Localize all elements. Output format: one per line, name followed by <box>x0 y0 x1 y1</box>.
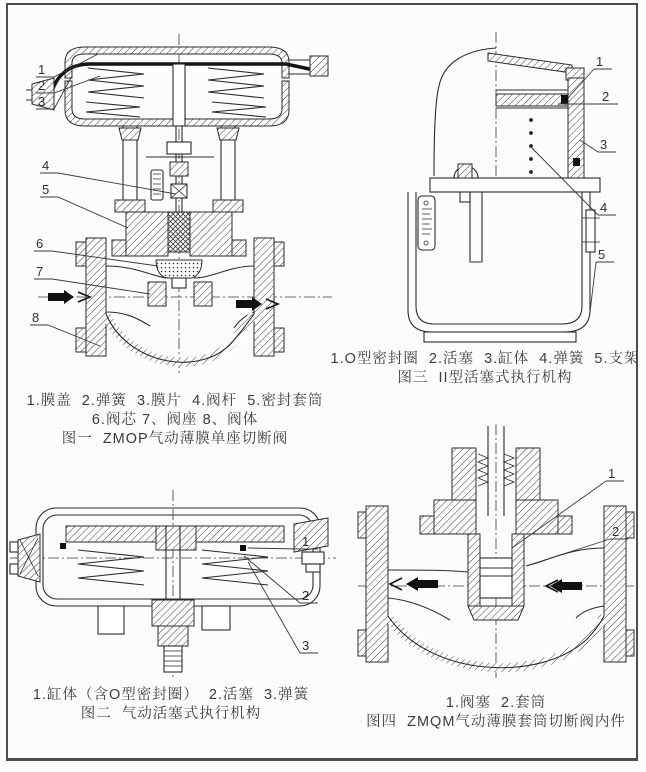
fig3-dome-outline <box>434 48 496 176</box>
fig2-threaded-tip <box>164 646 182 672</box>
fig3-spring-dot <box>529 118 533 122</box>
fig1-body-flange-right <box>254 238 274 356</box>
fig1-spring-lower-right <box>212 102 266 117</box>
fig3-callout-2: 2 <box>602 89 610 104</box>
fig4-flange-tab-br <box>626 630 634 656</box>
fig4-passage-top-right <box>526 548 604 566</box>
fig4-packing-block-right <box>516 448 540 500</box>
fig3-callout-1: 1 <box>596 54 604 69</box>
fig4-packing-block-left <box>452 448 476 500</box>
fig4-valve-plug <box>480 558 512 598</box>
fig4-callout-1: 1 <box>608 466 616 481</box>
fig3-o-ring-top <box>561 95 568 104</box>
figure4-drawing-area <box>350 420 642 693</box>
fig1-spring-lower-left <box>86 102 140 117</box>
fig1-callout-8: 8 <box>32 310 40 325</box>
fig2-port-left <box>98 606 124 634</box>
fig2-callout-3: 3 <box>302 638 310 653</box>
figure1-parts-list-line2: 6.阀芯 7、阀座 8、阀体 <box>91 412 259 428</box>
fig2-top-block-hub <box>156 526 196 550</box>
fig1-callout-2: 2 <box>38 78 46 93</box>
fig4-body-flange-left <box>366 506 388 662</box>
fig1-yoke-nut-bl <box>115 200 145 212</box>
fig1-callout-4: 4 <box>42 158 50 173</box>
fig3-travel-scale <box>418 196 435 250</box>
fig2-right-bolt <box>302 552 324 564</box>
fig1-yoke-nut-br <box>213 200 243 212</box>
fig3-spring-dot <box>529 170 533 174</box>
figure1-drawing-area <box>8 14 342 391</box>
figure3-parts-list: 1.O型密封圈 2.活塞 3.缸体 4.弹簧 5.支架 <box>330 351 640 367</box>
fig4-sleeve-left <box>468 534 480 606</box>
fig2-callout-1: 1 <box>302 534 310 549</box>
fig2-cylinder-outer <box>36 508 320 606</box>
fig1-stem-clamp <box>170 162 188 176</box>
figure4-valve-internals-cross-section <box>350 420 642 688</box>
fig2-o-ring-right <box>240 545 246 551</box>
fig1-bonnet-step-right <box>232 240 246 256</box>
fig1-callout-7: 7 <box>36 264 44 279</box>
fig2-left-bolt-bottom <box>10 564 18 574</box>
fig1-body-bowl-hatch <box>106 314 254 362</box>
fig4-bonnet-step-right <box>558 516 572 534</box>
fig2-o-ring-left <box>60 543 66 549</box>
figure3-drawing-area <box>346 20 642 351</box>
fig4-flange-tab-bl <box>358 630 366 656</box>
fig1-callout-5: 5 <box>42 182 50 197</box>
fig1-valve-plug <box>156 260 202 278</box>
figure2-title: 图二 气动活塞式执行机构 <box>80 706 262 722</box>
figure1-title: 图一 ZMOP气动薄膜单座切断阀 <box>61 431 289 447</box>
fig3-spring-dot <box>529 157 533 161</box>
fig1-packing <box>168 212 190 252</box>
fig3-stem-guide-tube <box>470 192 482 262</box>
fig3-o-ring-bottom <box>573 158 580 166</box>
fig1-stem-upper <box>173 64 185 126</box>
figure1-valve-cross-section <box>8 14 342 386</box>
fig4-sleeve-right <box>512 534 524 606</box>
fig1-travel-scale <box>151 170 163 200</box>
fig4-packing-coil-right <box>504 454 514 486</box>
fig4-flow-chevron-left <box>390 578 402 590</box>
fig1-plug-nut <box>172 278 186 288</box>
fig4-valve-seat <box>468 606 524 620</box>
fig2-spring-left <box>78 550 144 585</box>
fig1-bonnet-step-left <box>112 240 126 256</box>
fig2-gland <box>152 600 194 626</box>
figure2-parts-list: 1.缸体（含O型密封圈） 2.活塞 3.弹簧 <box>32 687 310 703</box>
figure4-title: 图四 ZMQM气动薄膜套筒切断阀内件 <box>366 714 626 730</box>
fig3-callout-4: 4 <box>600 200 608 215</box>
fig3-callout-5: 5 <box>598 247 606 262</box>
fig3-yoke-foot <box>424 332 576 342</box>
fig2-left-bolt-top <box>10 542 18 552</box>
fig4-passage-bottom-left <box>388 598 450 620</box>
fig2-connector <box>158 626 188 646</box>
figure4-parts-list: 1.阀塞 2.套筒 <box>445 695 547 711</box>
fig3-piston <box>496 94 568 106</box>
fig4-bonnet-left <box>434 500 476 534</box>
fig1-callout-6: 6 <box>36 236 44 251</box>
fig1-bonnet-left <box>126 212 168 256</box>
fig4-bonnet-right <box>516 500 558 534</box>
fig2-right-nut <box>306 564 320 572</box>
fig4-packing-coil-left <box>478 454 488 486</box>
figure3-title: 图三 II型活塞式执行机构 <box>397 370 573 386</box>
fig2-right-flange <box>294 518 328 552</box>
fig3-spring-dot <box>529 131 533 135</box>
fig3-flange-band <box>430 178 600 192</box>
fig3-spring-dot <box>529 144 533 148</box>
fig4-flange-tab-tl <box>358 512 366 538</box>
fig1-stem-coupling <box>167 142 191 154</box>
fig1-bonnet-right <box>190 212 232 256</box>
figure1-parts-list-line1: 1.膜盖 2.弹簧 3.膜片 4.阀杆 5.密封套筒 <box>26 393 324 409</box>
fig3-bolt <box>458 164 472 178</box>
fig3-top-cap <box>488 53 572 73</box>
fig1-passage-top-right <box>194 266 254 278</box>
fig1-flange-tab-tr <box>274 242 284 266</box>
fig2-callout-2: 2 <box>302 588 310 603</box>
fig4-bonnet-step-left <box>420 516 434 534</box>
figure3-piston-actuator-cross-section <box>346 20 642 346</box>
fig1-flow-arrow-in <box>48 290 74 304</box>
fig1-yoke-nut-tl <box>119 128 141 140</box>
fig3-callout-3: 3 <box>600 137 608 152</box>
fig1-valve-seat-left <box>148 282 166 306</box>
fig4-flange-tab-tr <box>626 512 634 538</box>
fig1-callout-3: 3 <box>38 94 46 109</box>
figure2-piston-actuator-cross-section <box>6 482 338 682</box>
figure2-drawing-area <box>6 482 338 687</box>
fig1-callout-1: 1 <box>38 62 46 77</box>
fig4-flow-arrow-left <box>406 577 438 591</box>
fig3-side-tube <box>586 210 595 252</box>
fig1-spring-upper-right <box>208 68 264 98</box>
fig4-passage-top-left <box>388 570 468 572</box>
fig4-callout-2: 2 <box>612 524 620 539</box>
fig3-yoke-inner <box>416 192 582 324</box>
fig2-port-right <box>202 606 230 630</box>
fig1-valve-seat-right <box>194 282 212 306</box>
fig3-bolt-nut <box>460 192 470 202</box>
fig1-flange-tab-br <box>274 328 284 352</box>
fig1-spring-upper-left <box>88 68 144 98</box>
fig1-flange-tab-tl <box>76 242 86 266</box>
fig1-yoke-nut-tr <box>217 128 239 140</box>
fig1-right-pipe-fitting <box>310 56 328 76</box>
